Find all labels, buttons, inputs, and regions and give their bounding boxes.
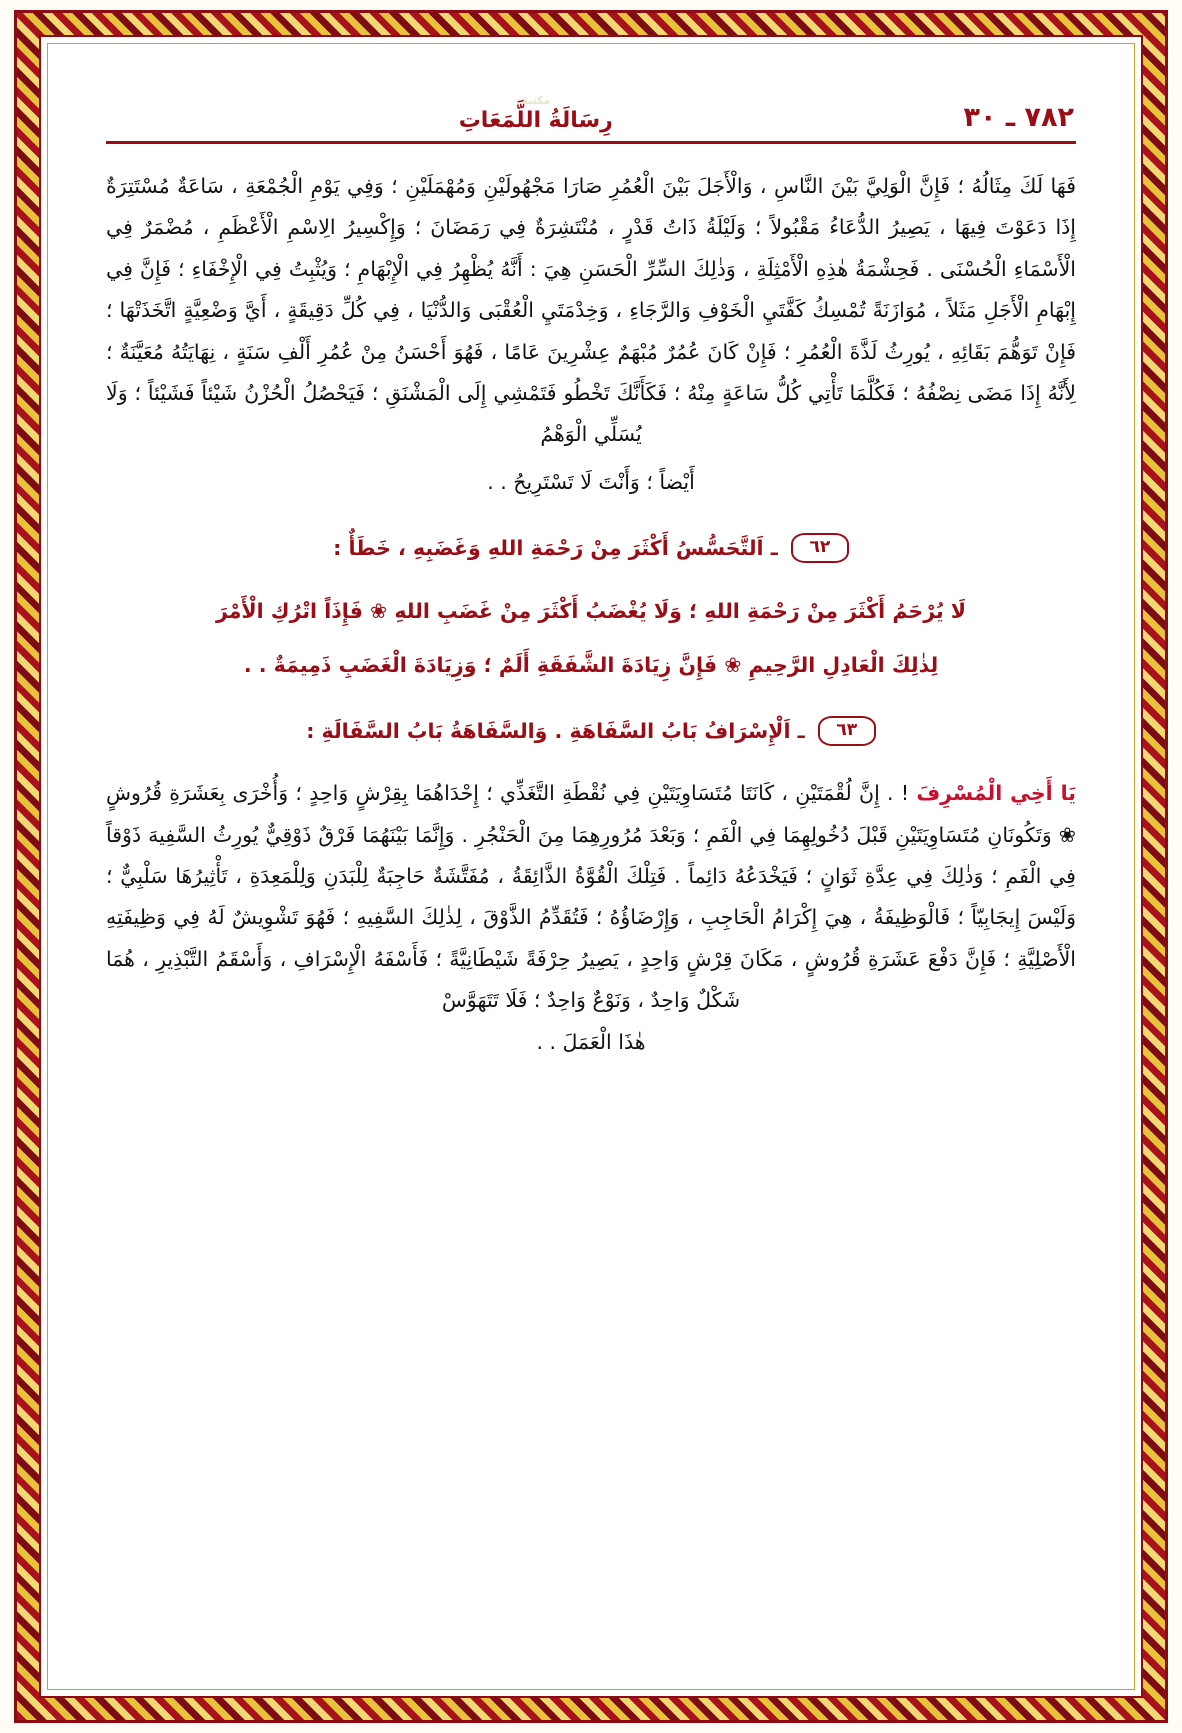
header-divider (106, 141, 1076, 144)
section-63-body (100, 773, 1082, 1021)
page-content (100, 92, 1082, 1641)
watermark-text: مكتبة (521, 94, 551, 107)
section-number-badge: ٦٣ (818, 716, 876, 746)
decorative-border-outer (14, 10, 1168, 1723)
section-63-tail: هٰذَا الْعَمَلَ . . (536, 1029, 646, 1054)
section-number-badge: ٦٢ (791, 533, 849, 563)
book-title (108, 94, 964, 133)
section-63-body-text: ! . إِنَّ لُقْمَتَيْنِ ، كَانَتَا مُتَسَاوِيَتَيْنِ فِي نُقْطَةِ التَّغَذِّي ؛ إِحْدَاهُمَا بِقِرْشٍ وَاحِدٍ ؛ وَأُخْرَى بِعَشَرَةِ قُرُوشٍ ❀ وَتَكُونَانِ مُتَسَاوِيَتَيْنِ قَبْلَ دُخُولِهِمَا فِي الْفَمِ ؛ وَبَعْدَ مُرُورِهِمَا مِنَ الْحَنْجُرِ . وَإِنَّمَا بَيْنَهُمَا فَرْقٌ ذَوْقِيٌّ يُورِثُ السَّفِيهَ ذَوْقاً فِي الْفَمِ ؛ وَذٰلِكَ فِي عِدَّةِ ثَوَانٍ ؛ فَيَخْدَعُهُ دَائِماً . فَتِلْكَ الْقُوَّةُ الذَّائِقَةُ ، مُفَتَّشَةٌ حَاجِبَةٌ لِلْبَدَنِ وَلِلْمَعِدَةِ ، تَأْثِيرُهَا سَلْبِيٌّ ؛ وَلَيْسَ إِيجَابِيّاً ؛ فَالْوَظِيفَةُ ، هِيَ إِكْرَامُ الْحَاجِبِ ، وَإِرْضَاؤُهُ ؛ فَتُقَدِّمُ الذَّوْقَ ، لِذٰلِكَ السَّفِيهِ ؛ فَهُوَ تَشْوِيشٌ لَهُ فِي وَظِيفَتِهِ الْأَصْلِيَّةِ ؛ فَإِنَّ دَفْعَ عَشَرَةِ قُرُوشٍ ، مَكَانَ قِرْشٍ وَاحِدٍ ، يَصِيرُ حِرْفَةً شَيْطَانِيَّةً ؛ فَأَسْفَهُ الْإِسْرَافِ ، وَأَسْقَمُ التَّبْذِيرِ ، هُمَا شَكْلٌ وَاحِدٌ ، وَنَوْعٌ وَاحِدٌ ؛ فَلَا تَتَهَوَّسْ (106, 781, 1076, 1013)
page-header (100, 92, 1082, 135)
section-heading-62 (100, 529, 1082, 568)
section-62-line-1: لَا يُرْحَمُ أَكْثَرَ مِنْ رَحْمَةِ اللهِ ؛ وَلَا يُغْضَبُ أَكْثَرَ مِنْ غَضَبِ اللهِ ❀ فَإِذَاً اتْرُكِ الْأَمْرَ (215, 599, 967, 624)
intro-paragraph-text: فَهَا لَكَ مِثَالُهُ ؛ فَإِنَّ الْوَلِيَّ بَيْنَ النَّاسِ ، وَالْأَجَلَ بَيْنَ الْعُمُرِ صَارَا مَجْهُولَيْنِ وَمُهْمَلَيْنِ ؛ وَفِي يَوْمِ الْجُمْعَةِ ، سَاعَةٌ مُسْتَتِرَةٌ إِذَا دَعَوْتَ فِيهَا ، يَصِيرُ الدُّعَاءُ مَقْبُولاً ؛ وَلَيْلَةُ ذَاتُ قَدْرٍ ، مُنْتَشِرَةٌ فِي رَمَضَانَ ؛ وَإِكْسِيرُ الِاسْمِ الْأَعْظَمِ ، مُضْمَرٌ فِي الْأَسْمَاءِ الْحُسْنَى . فَحِشْمَةُ هٰذِهِ الْأَمْثِلَةِ ، وَذٰلِكَ السِّرِّ الْحَسَنِ هِيَ : أَنَّهُ يُظْهِرُ فِي الْإِبْهَامِ ؛ وَيُثْبِتُ فِي الْإِخْفَاءِ ؛ فَإِنَّ فِي إِبْهَامِ الْأَجَلِ مَثَلاً ، مُوَازَنَةً تُمْسِكُ كَفَّتَيِ الْخَوْفِ وَالرَّجَاءِ ، وَخِدْمَتَيِ الْعُقْبَى وَالدُّنْيَا ، فِي كُلِّ دَقِيقَةٍ ، أَيَّ وَضْعِيَّةٍ اتَّخَذَتْهَا ؛ فَإِنْ تَوَهُّمَ بَقَائِهِ ، يُورِثُ لَذَّةَ الْعُمُرِ ؛ فَإِنْ كَانَ عُمُرٌ مُبْهَمٌ عِشْرِينَ عَامًا ، فَهُوَ أَحْسَنُ مِنْ عُمُرِ أَلْفِ سَنَةٍ ، نِهَايَتُهُ مُعَيَّنَةٌ ؛ لِأَنَّهُ إِذَا مَضَى نِصْفُهُ ؛ فَكُلَّمَا تَأْتِي كُلُّ سَاعَةٍ مِنْهُ ؛ فَكَأَنَّكَ تَخْطُو فَتَمْشِي إِلَى الْمَشْنَقِ ؛ فَيَحْصُلُ الْحُزْنُ شَيْئاً فَشَيْئاً ؛ وَلَا يُسَلِّي الْوَهْمُ (106, 174, 1076, 447)
book-title-text: رِسَالَةُ اللَّمَعَاتِ (458, 108, 613, 133)
decorative-border-gold (47, 43, 1135, 1690)
section-heading-text: ـ اَلْإِسْرَافُ بَابُ السَّفَاهَةِ . وَالسَّفَاهَةُ بَابُ السَّفَالَةِ : (306, 719, 805, 744)
section-62-line-2: لِذٰلِكَ الْعَادِلِ الرَّحِيمِ ❀ فَإِنَّ زِيَادَةَ الشَّفَقَةِ أَلَمٌ ؛ وَزِيَادَةَ الْغَضَبِ ذَمِيمَةٌ . . (243, 653, 939, 678)
intro-paragraph (100, 166, 1082, 503)
page-number: ٧٨٢ ـ ٣٠ (963, 102, 1074, 133)
decorative-border-inner (39, 35, 1143, 1698)
intro-paragraph-tail: أَيْضاً ؛ وَأَنْتَ لَا تَسْتَرِيحُ . . (487, 469, 695, 494)
section-heading-63 (100, 712, 1082, 751)
section-63-lead: يَا أَخِي الْمُسْرِفَ (916, 781, 1076, 806)
section-heading-text: ـ اَلتَّحَسُّسُ أَكْثَرَ مِنْ رَحْمَةِ اللهِ وَغَضَبِهِ ، خَطَأٌ : (333, 536, 778, 561)
